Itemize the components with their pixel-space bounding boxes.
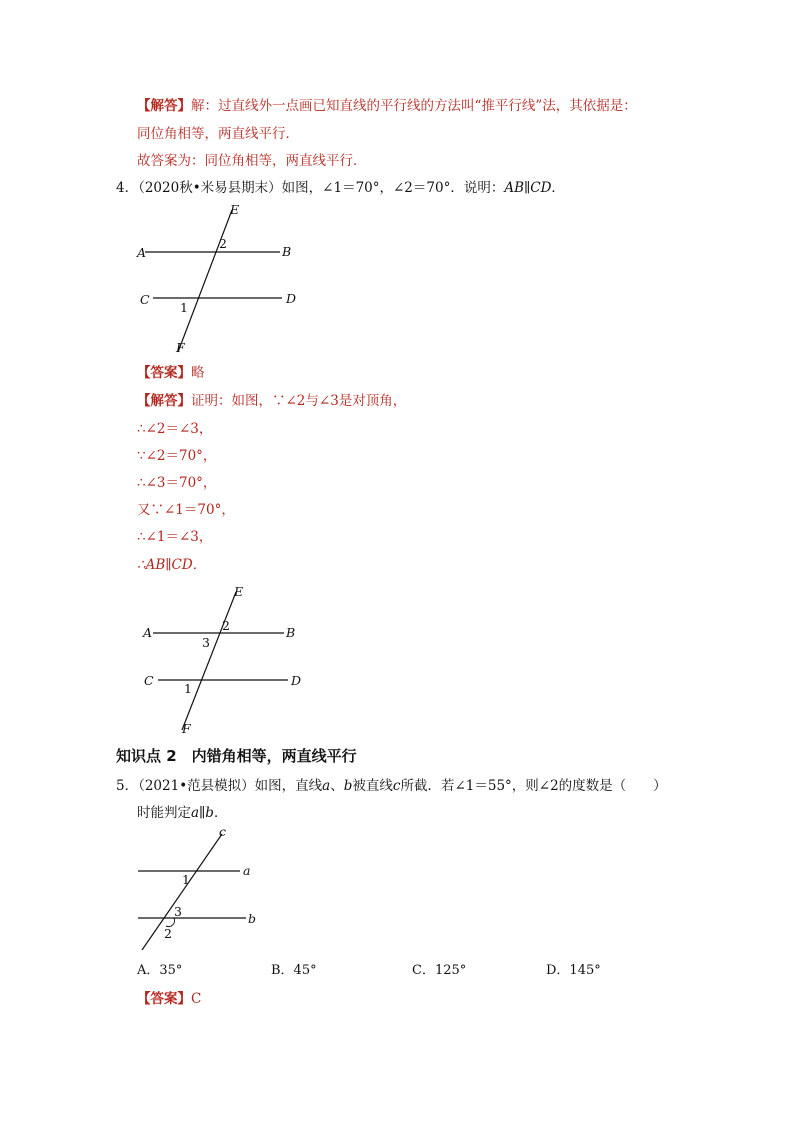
- label-a: A: [143, 625, 153, 640]
- angle-1: 1: [180, 300, 188, 315]
- label-e: E: [230, 202, 240, 217]
- label-c: C: [140, 292, 150, 307]
- q3-solution-text: 解：过直线外一点画已知直线的平行线的方法叫“推平行线”法，其依据是：: [191, 98, 637, 114]
- angle-3: 3: [202, 635, 210, 650]
- label-f: F: [182, 721, 191, 736]
- q4-answer: [137, 364, 205, 382]
- label-d: D: [286, 291, 297, 306]
- transversal-ef: [178, 210, 232, 352]
- q4-conclusion: AB∥CD: [504, 180, 552, 196]
- answer-tag: 【答案】: [137, 991, 191, 1007]
- q4-source: （2020秋•米易县期末）: [138, 180, 282, 196]
- transversal-ef: [182, 592, 236, 730]
- angle-2: 2: [164, 926, 172, 941]
- q4-step-1: ∴∠2＝∠3，: [137, 421, 213, 437]
- label-d: D: [291, 673, 302, 688]
- q4-answer-text: 略: [191, 365, 205, 381]
- q5-source: （2021•范县模拟）: [138, 778, 255, 794]
- q5-answer-text: C: [191, 991, 202, 1007]
- angle-1: 1: [184, 681, 192, 696]
- section-heading: 知识点 2 内错角相等，两直线平行: [116, 747, 357, 765]
- q4-step-3: ∴∠3＝70°，: [137, 475, 217, 491]
- q4-step-2: ∵∠2＝70°，: [137, 448, 217, 464]
- label-b: b: [248, 911, 257, 926]
- label-b: B: [286, 625, 296, 640]
- q4-figure-1: [130, 200, 330, 360]
- label-f: F: [176, 340, 185, 355]
- solution-tag: 【解答】: [137, 393, 191, 409]
- label-c: C: [144, 673, 154, 688]
- label-c: c: [219, 824, 227, 839]
- option-d: D．145°: [546, 963, 601, 978]
- q3-final-answer: 故答案为：同位角相等，两直线平行．: [137, 153, 367, 169]
- label-e: E: [234, 584, 244, 599]
- angle-2: 2: [219, 236, 227, 251]
- line-c: [142, 834, 222, 950]
- q5-stem-line1: 5．（2021•范县模拟）如图，直线a、b被直线c所截．若∠1＝55°，则∠2的度数是（ ）: [116, 778, 667, 794]
- q3-solution-line1: [137, 97, 637, 115]
- q3-solution-line2: 同位角相等，两直线平行．: [137, 126, 299, 142]
- label-a: A: [137, 245, 147, 260]
- answer-tag: 【答案】: [137, 365, 191, 381]
- option-c: C．125°: [412, 963, 467, 978]
- q5-number: 5．: [116, 778, 139, 794]
- q4-step-4: 又∵∠1＝70°，: [137, 502, 235, 518]
- q4-solution-first: [137, 392, 406, 410]
- label-b: B: [282, 244, 292, 259]
- q4-figure-2: [136, 582, 336, 742]
- q4-stem: 4．（2020秋•米易县期末）如图，∠1＝70°，∠2＝70°．说明：AB∥CD．: [116, 180, 565, 196]
- angle-3: 3: [174, 904, 182, 919]
- q4-solution-text: 证明：如图，∵∠2与∠3是对顶角，: [191, 393, 407, 409]
- q5-figure: [130, 826, 290, 956]
- q4-stem-text: 如图，∠1＝70°，∠2＝70°．说明：: [281, 180, 505, 196]
- q4-number: 4．: [116, 180, 139, 196]
- option-b: B．45°: [271, 963, 317, 978]
- q4-step-6: ∴AB∥CD．: [137, 557, 207, 573]
- q4-step-5: ∴∠1＝∠3，: [137, 529, 213, 545]
- label-a: a: [243, 863, 251, 878]
- angle-1: 1: [182, 872, 190, 887]
- solution-tag: 【解答】: [137, 98, 191, 114]
- q5-stem-line2: 时能判定a∥b．: [137, 805, 228, 821]
- option-a: A．35°: [137, 963, 183, 978]
- angle-2: 2: [222, 618, 230, 633]
- q5-answer: [137, 990, 201, 1008]
